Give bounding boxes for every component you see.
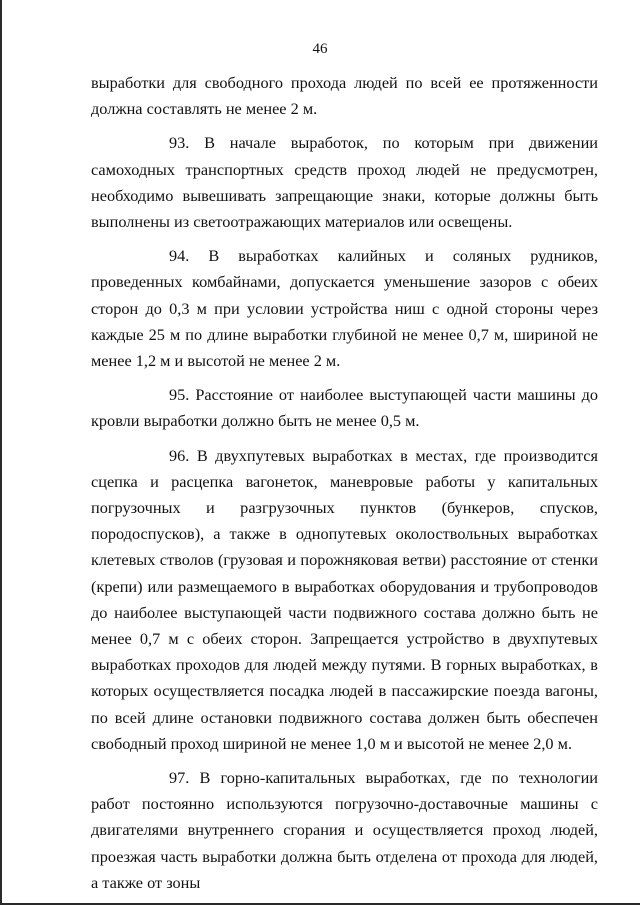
paragraph-97: 97. В горно-капитальных выработках, где по технологии работ постоянно используются погрузочно-доставочные машины с двигателями внутреннего сгорания и осуществляется проход людей, проезжая часть выработки должна быть отделена от прохода для людей, а также от зоны	[91, 768, 598, 892]
paragraph-93: 93. В начале выработок, по которым при движении самоходных транспортных средств проход людей не предусмотрен, необходимо вывешивать запрещающие знаки, которые должны быть выполнены из светоотражающих материалов или освещены.	[91, 133, 598, 232]
paragraph-95: 95. Расстояние от наиболее выступающей части машины до кровли выработки должно быть не менее 0,5 м.	[91, 385, 598, 431]
paragraph-96: 96. В двухпутевых выработках в местах, где производится сцепка и расцепка вагонеток, маневровые работы у капитальных погрузочных и разгрузочных пунктов (бункеров, спусков, породоспусков), а также в однопутевых околоствольных выработках клетевых стволов (грузовая и порожняковая ветви) расстояние от стенки (крепи) или размещаемого в выработках оборудования и трубопроводов до наиболее выступающей части подвижного состава должно быть не менее 0,7 м с обеих сторон. Запрещается устройство в двухпутевых выработках проходов для людей между путями. В горных выработках, в которых осуществляется посадка людей в пассажирские поезда вагоны, по всей длине остановки подвижного состава должен быть обеспечен свободный проход шириной не менее 1,0 м и высотой не менее 2,0 м.	[91, 445, 598, 753]
paragraph-94: 94. В выработках калийных и соляных рудников, проведенных комбайнами, допускается уменьшение зазоров с обеих сторон до 0,3 м при условии устройства ниш с одной стороны через каждые 25 м по длине выработки глубиной не менее 0,7 м, шириной не менее 1,2 м и высотой не менее 2 м.	[91, 246, 598, 371]
paragraph-continuation: выработки для свободного прохода людей по всей ее протяженности должна составлять не менее 2 м.	[91, 73, 598, 119]
document-body	[91, 70, 598, 896]
page-number: 46	[312, 41, 328, 57]
scan-left-border	[0, 0, 2, 905]
